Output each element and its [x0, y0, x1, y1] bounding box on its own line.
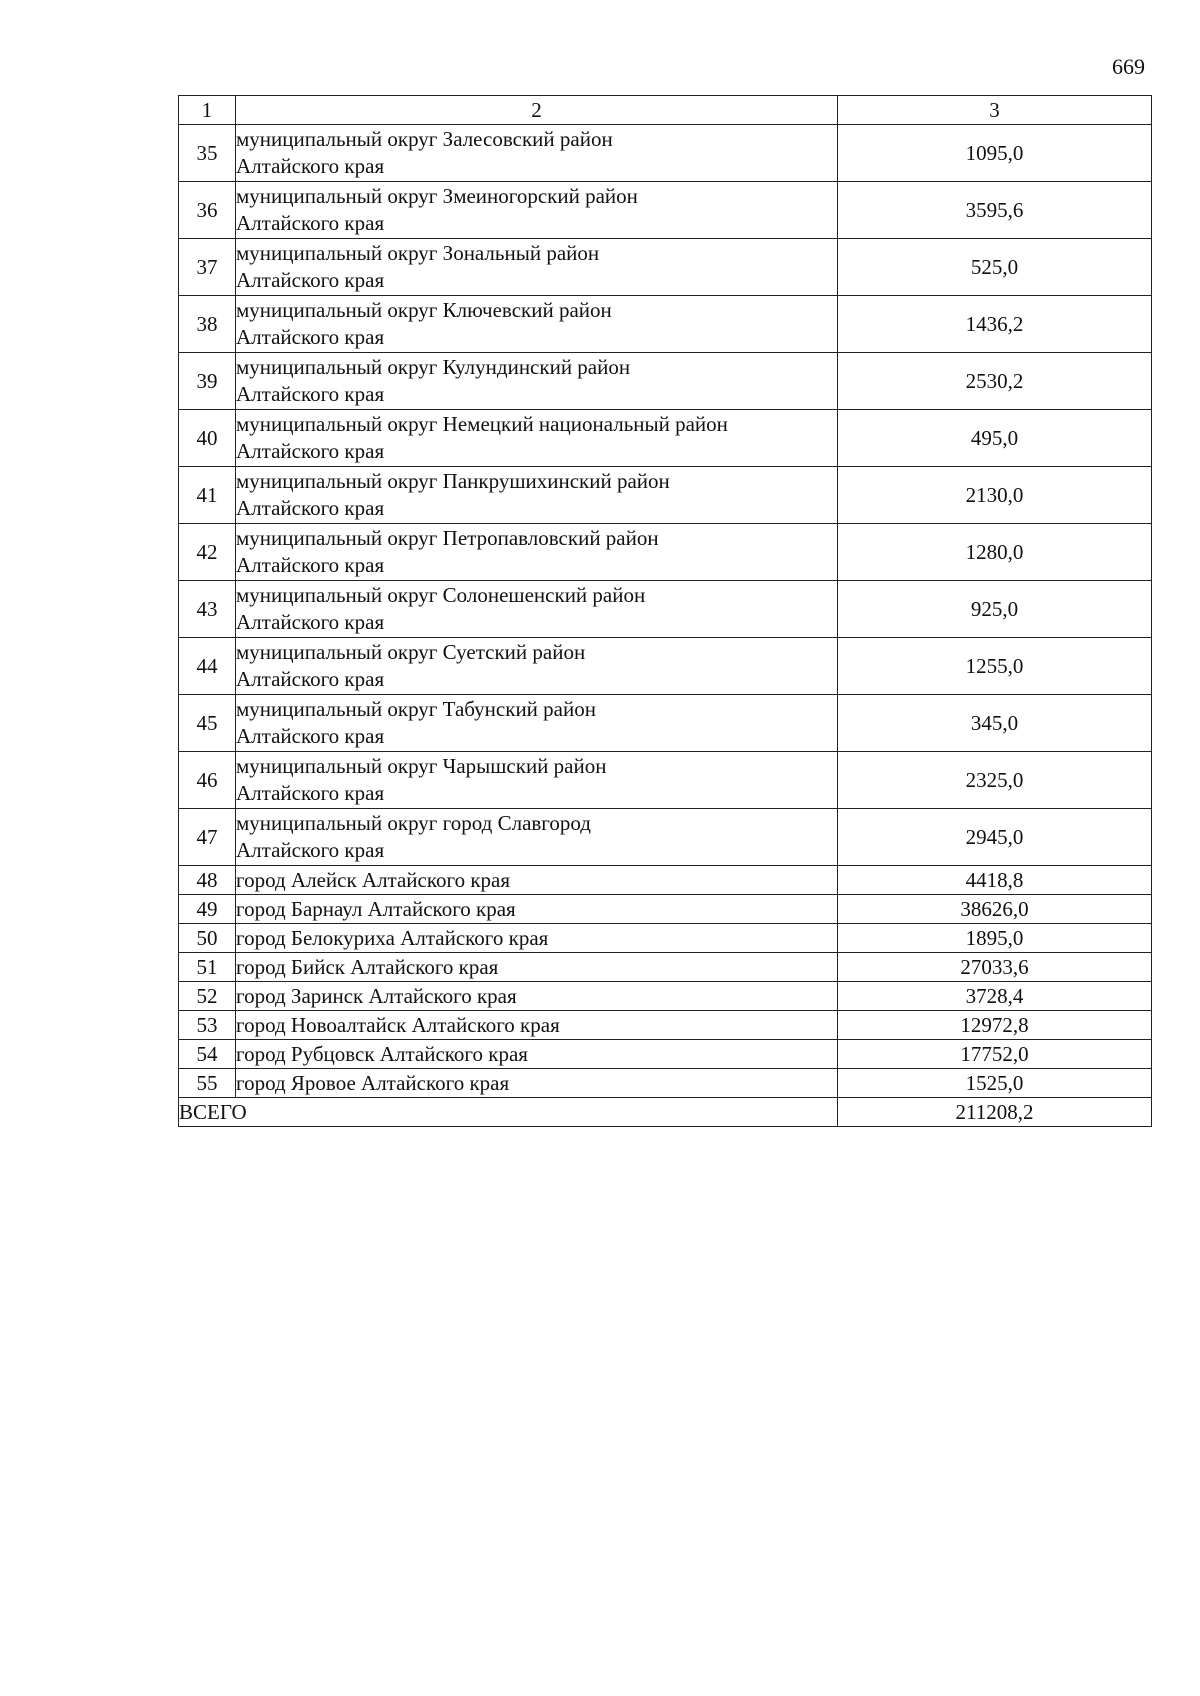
- row-name: [236, 638, 838, 695]
- table-row: [179, 1011, 1152, 1040]
- row-name: город Алейск Алтайского края: [236, 866, 838, 895]
- row-name-line2: Алтайского края: [236, 610, 385, 634]
- row-name-line1: муниципальный округ Ключевский район: [236, 298, 612, 322]
- row-value: 2130,0: [838, 467, 1152, 524]
- row-value: 1525,0: [838, 1069, 1152, 1098]
- row-number: 44: [179, 638, 236, 695]
- table-row: [179, 895, 1152, 924]
- total-row: [179, 1098, 1152, 1127]
- row-number: 37: [179, 239, 236, 296]
- row-number: 38: [179, 296, 236, 353]
- page-number: 669: [1112, 54, 1145, 79]
- row-name-line2: Алтайского края: [236, 268, 385, 292]
- row-value: 3595,6: [838, 182, 1152, 239]
- header-col-3: 3: [838, 96, 1152, 125]
- row-number: 40: [179, 410, 236, 467]
- row-value: 525,0: [838, 239, 1152, 296]
- row-value: 1280,0: [838, 524, 1152, 581]
- row-value: 3728,4: [838, 982, 1152, 1011]
- total-label: ВСЕГО: [179, 1098, 838, 1127]
- row-number: 41: [179, 467, 236, 524]
- row-value: 4418,8: [838, 866, 1152, 895]
- row-value: 1095,0: [838, 125, 1152, 182]
- row-name-line2: Алтайского края: [236, 724, 385, 748]
- row-number: 35: [179, 125, 236, 182]
- row-name: [236, 809, 838, 866]
- row-value: 345,0: [838, 695, 1152, 752]
- row-name-line1: муниципальный округ Немецкий национальный район: [236, 412, 728, 436]
- table-row: [179, 581, 1152, 638]
- table-row: [179, 182, 1152, 239]
- row-name: город Белокуриха Алтайского края: [236, 924, 838, 953]
- table-row: [179, 467, 1152, 524]
- table-row: [179, 410, 1152, 467]
- header-col-1: 1: [179, 96, 236, 125]
- row-name: [236, 467, 838, 524]
- row-name-line1: муниципальный округ Суетский район: [236, 640, 586, 664]
- row-name-line1: муниципальный округ Чарышский район: [236, 754, 607, 778]
- header-col-2: 2: [236, 96, 838, 125]
- data-table: [178, 95, 1152, 1127]
- row-number: 53: [179, 1011, 236, 1040]
- row-name-line2: Алтайского края: [236, 325, 385, 349]
- row-name-line1: муниципальный округ Зональный район: [236, 241, 600, 265]
- table-row: [179, 752, 1152, 809]
- table-row: [179, 1069, 1152, 1098]
- row-name: [236, 353, 838, 410]
- table-row: [179, 1040, 1152, 1069]
- row-name-line1: муниципальный округ Кулундинский район: [236, 355, 631, 379]
- table-row: [179, 296, 1152, 353]
- row-value: 1895,0: [838, 924, 1152, 953]
- row-number: 36: [179, 182, 236, 239]
- row-name: [236, 581, 838, 638]
- row-number: 47: [179, 809, 236, 866]
- table-row: [179, 239, 1152, 296]
- row-name: [236, 182, 838, 239]
- row-name: [236, 239, 838, 296]
- row-value: 2530,2: [838, 353, 1152, 410]
- table-row: [179, 982, 1152, 1011]
- row-name: [236, 752, 838, 809]
- row-number: 52: [179, 982, 236, 1011]
- row-name-line2: Алтайского края: [236, 781, 385, 805]
- row-name: [236, 524, 838, 581]
- row-name-line2: Алтайского края: [236, 154, 385, 178]
- row-name-line2: Алтайского края: [236, 667, 385, 691]
- row-name: город Бийск Алтайского края: [236, 953, 838, 982]
- row-name-line2: Алтайского края: [236, 838, 385, 862]
- row-name-line2: Алтайского края: [236, 553, 385, 577]
- row-name-line2: Алтайского края: [236, 382, 385, 406]
- row-value: 2945,0: [838, 809, 1152, 866]
- row-name-line1: муниципальный округ Панкрушихинский район: [236, 469, 670, 493]
- row-name: город Новоалтайск Алтайского края: [236, 1011, 838, 1040]
- row-value: 2325,0: [838, 752, 1152, 809]
- table-row: [179, 866, 1152, 895]
- row-value: 495,0: [838, 410, 1152, 467]
- row-name: город Яровое Алтайского края: [236, 1069, 838, 1098]
- table-row: [179, 353, 1152, 410]
- row-value: 17752,0: [838, 1040, 1152, 1069]
- row-value: 12972,8: [838, 1011, 1152, 1040]
- row-number: 42: [179, 524, 236, 581]
- row-value: 925,0: [838, 581, 1152, 638]
- header-row: [179, 96, 1152, 125]
- row-name-line1: муниципальный округ Солонешенский район: [236, 583, 646, 607]
- row-number: 39: [179, 353, 236, 410]
- row-name-line1: муниципальный округ Петропавловский район: [236, 526, 659, 550]
- row-value: 38626,0: [838, 895, 1152, 924]
- row-name: город Заринск Алтайского края: [236, 982, 838, 1011]
- table-row: [179, 695, 1152, 752]
- row-name: [236, 695, 838, 752]
- table-row: [179, 809, 1152, 866]
- table-row: [179, 953, 1152, 982]
- row-name: [236, 125, 838, 182]
- row-name: [236, 410, 838, 467]
- table-row: [179, 638, 1152, 695]
- row-name-line1: муниципальный округ город Славгород: [236, 811, 591, 835]
- row-number: 43: [179, 581, 236, 638]
- row-number: 46: [179, 752, 236, 809]
- table-row: [179, 524, 1152, 581]
- row-number: 49: [179, 895, 236, 924]
- row-number: 45: [179, 695, 236, 752]
- row-name-line2: Алтайского края: [236, 496, 385, 520]
- row-value: 1436,2: [838, 296, 1152, 353]
- row-number: 50: [179, 924, 236, 953]
- row-value: 1255,0: [838, 638, 1152, 695]
- row-name-line2: Алтайского края: [236, 211, 385, 235]
- row-name-line2: Алтайского края: [236, 439, 385, 463]
- row-number: 51: [179, 953, 236, 982]
- row-number: 55: [179, 1069, 236, 1098]
- row-name: город Рубцовск Алтайского края: [236, 1040, 838, 1069]
- total-value: 211208,2: [838, 1098, 1152, 1127]
- row-name-line1: муниципальный округ Змеиногорский район: [236, 184, 638, 208]
- row-number: 54: [179, 1040, 236, 1069]
- row-number: 48: [179, 866, 236, 895]
- table-row: [179, 125, 1152, 182]
- table-row: [179, 924, 1152, 953]
- row-name-line1: муниципальный округ Табунский район: [236, 697, 596, 721]
- row-value: 27033,6: [838, 953, 1152, 982]
- row-name: город Барнаул Алтайского края: [236, 895, 838, 924]
- row-name: [236, 296, 838, 353]
- row-name-line1: муниципальный округ Залесовский район: [236, 127, 613, 151]
